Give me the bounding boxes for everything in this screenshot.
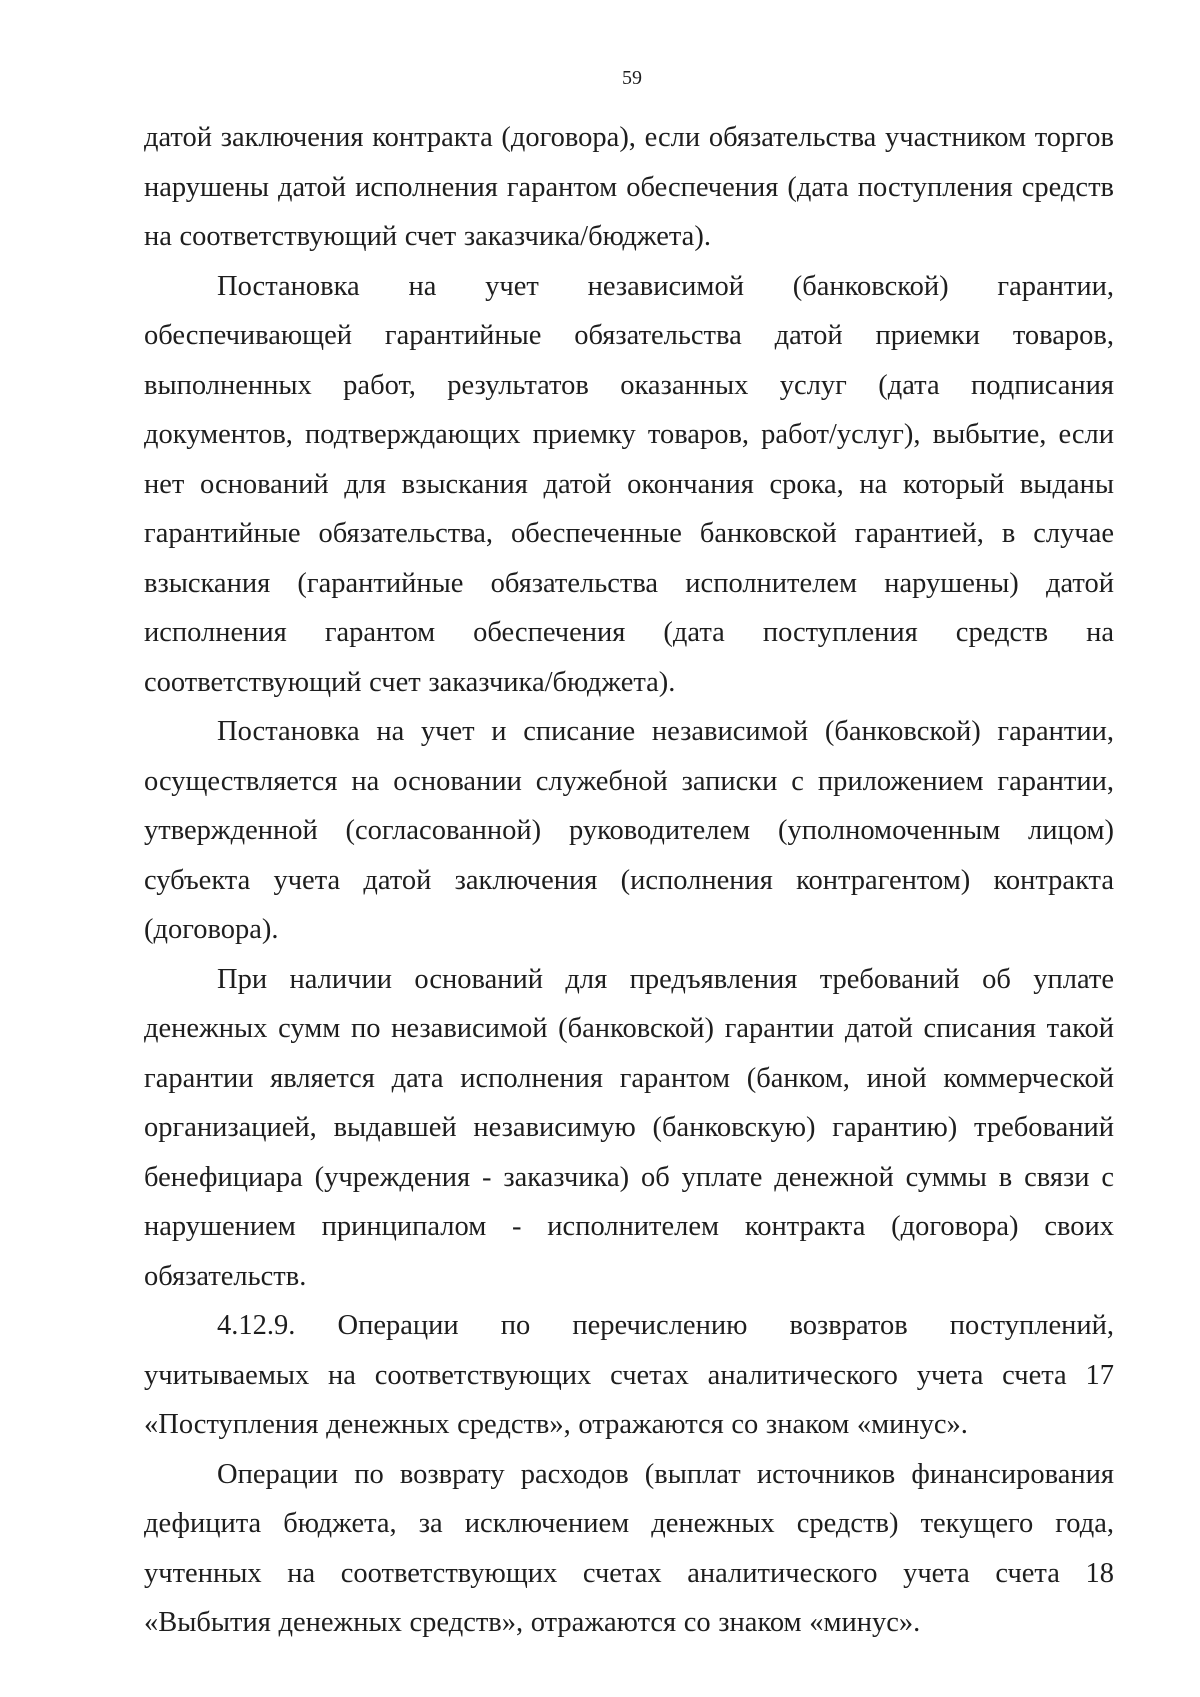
paragraph-continuation: датой заключения контракта (договора), если обязательства участником торгов нарушены датой исполнения гарантом обеспечения (дата поступления средств на соответствующий счет заказчика/бюджета). <box>144 122 1114 252</box>
paragraph-guarantee-claims: При наличии оснований для предъявления требований об уплате денежных сумм по независимой (банковской) гарантии датой списания такой гарантии является дата исполнения гарантом (банком, иной коммерческой организацией, выдавшей независимую (банковскую) гарантию) требований бенефициара (учреждения - заказчика) об уплате денежной суммы в связи с нарушением принципалом - исполнителем контракта (договора) своих обязательств. <box>144 963 1114 1292</box>
paragraph-guarantee-writeoff: Постановка на учет и списание независимой (банковской) гарантии, осуществляется на основании служебной записки с приложением гарантии, утвержденной (согласованной) руководителем (уполномоченным лицом) субъекта учета датой заключения (исполнения контрагентом) контракта (договора). <box>144 716 1114 945</box>
page-number: 59 <box>622 67 642 89</box>
paragraph-expense-returns: Операции по возврату расходов (выплат источников финансирования дефицита бюджета, за исключением денежных средств) текущего года, учтенных на соответствующих счетах аналитического учета счета 18 «Выбытия денежных средств», отражаются со знаком «минус». <box>144 1458 1114 1638</box>
paragraph-section-4-12-9: 4.12.9. Операции по перечислению возвратов поступлений, учитываемых на соответствующих счетах аналитического учета счета 17 «Поступления денежных средств», отражаются со знаком «минус». <box>144 1310 1114 1440</box>
document-body <box>144 113 1114 1648</box>
paragraph-guarantee-registration: Постановка на учет независимой (банковской) гарантии, обеспечивающей гарантийные обязательства датой приемки товаров, выполненных работ, результатов оказанных услуг (дата подписания документов, подтверждающих приемку товаров, работ/услуг), выбытие, если нет оснований для взыскания датой окончания срока, на который выданы гарантийные обязательства, обеспеченные банковской гарантией, в случае взыскания (гарантийные обязательства исполнителем нарушены) датой исполнения гарантом обеспечения (дата поступления средств на соответствующий счет заказчика/бюджета). <box>144 270 1114 698</box>
